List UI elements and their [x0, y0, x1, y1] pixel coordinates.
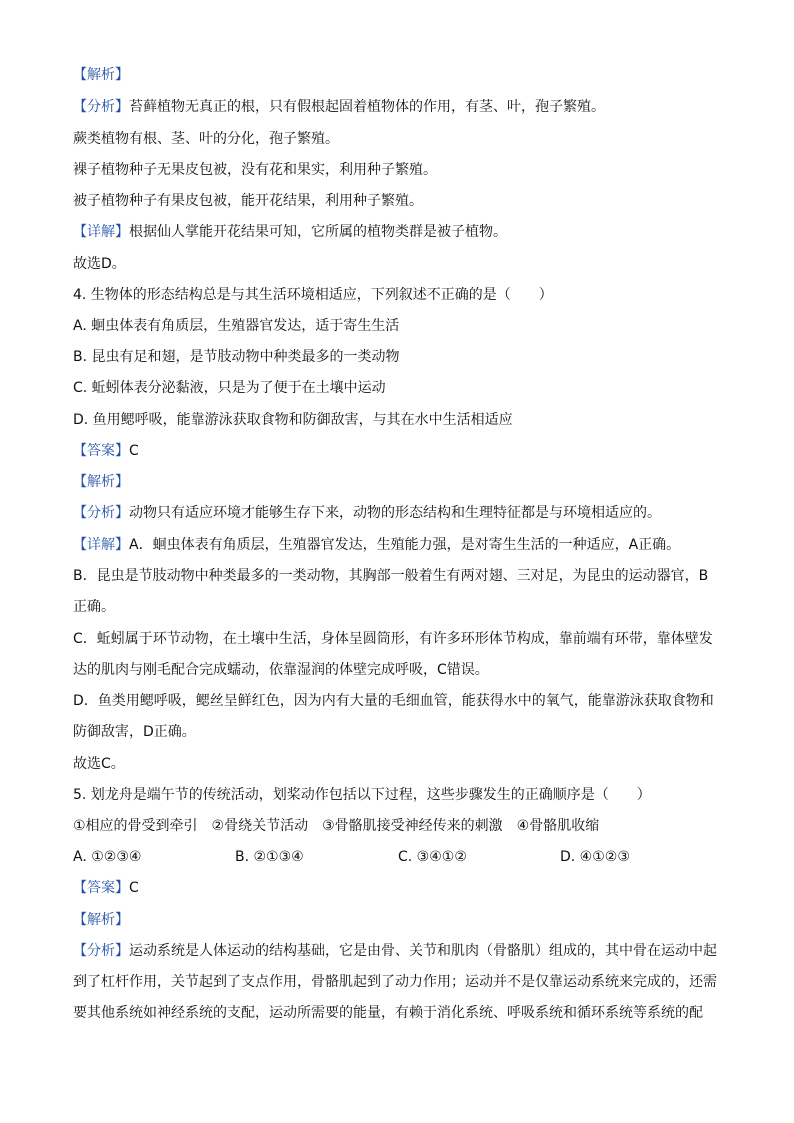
text-line: 达的肌肉与刚毛配合完成蠕动，依靠湿润的体壁完成呼吸，C错误。: [73, 662, 489, 678]
conclusion-2: 故选C。: [73, 756, 125, 772]
q4-fenxi: 【分析】动物只有适应环境才能够生存下来，动物的形态结构和生理特征都是与环境相适应的。: [73, 505, 661, 521]
question-4-stem: 4. 生物体的形态结构总是与其生活环境相适应，下列叙述不正确的是（ ）: [73, 287, 553, 303]
q5-answer: 【答案】C: [73, 880, 139, 896]
q4-answer: 【答案】C: [73, 443, 139, 459]
fenxi-line-1: 【分析】苔藓植物无真正的根，只有假根起固着植物体的作用，有茎、叶，孢子繁殖。: [73, 99, 605, 115]
q4-xiangjie: 【详解】A．蛔虫体表有角质层，生殖器官发达，生殖能力强，是对寄生生活的一种适应，A正确。: [73, 537, 681, 553]
text-line: C．蚯蚓属于环节动物，在土壤中生活，身体呈圆筒形，有许多环形体节构成，靠前端有环带，靠体壁发: [73, 631, 713, 647]
text-line: 蕨类植物有根、茎、叶的分化，孢子繁殖。: [73, 131, 339, 147]
q5-option-b: B. ②①③④: [235, 849, 304, 865]
text-line: 裸子植物种子无果皮包被，没有花和果实，利用种子繁殖。: [73, 162, 437, 178]
text-line: D．鱼类用鳃呼吸，鳃丝呈鲜红色，因为内有大量的毛细血管，能获得水中的氧气，能靠游泳获取食物和: [73, 693, 714, 709]
xiangjie-line-1: 【详解】根据仙人掌能开花结果可知，它所属的植物类群是被子植物。: [73, 224, 507, 240]
q4-option-d: D. 鱼用鳃呼吸，能靠游泳获取食物和防御敌害，与其在水中生活相适应: [73, 412, 513, 428]
q4-option-b: B. 昆虫有足和翅，是节肢动物中种类最多的一类动物: [73, 349, 400, 365]
text-line: B．昆虫是节肢动物中种类最多的一类动物，其胸部一般着生有两对翅、三对足，为昆虫的运动器官，B: [73, 568, 709, 584]
q4-option-c: C. 蚯蚓体表分泌黏液，只是为了便于在土壤中运动: [73, 380, 386, 396]
text-line: 到了杠杆作用，关节起到了支点作用，骨骼肌起到了动力作用；运动并不是仅靠运动系统来完成的，还需: [73, 974, 717, 990]
text-line: 防御敌害，D正确。: [73, 724, 196, 740]
text-line: 正确。: [73, 599, 115, 615]
jiexi-heading-1: 【解析】: [73, 67, 129, 83]
jiexi-heading-2: 【解析】: [73, 474, 129, 490]
question-5-stem: 5. 划龙舟是端午节的传统活动，划桨动作包括以下过程，这些步骤发生的正确顺序是（ ）: [73, 787, 651, 803]
jiexi-heading-3: 【解析】: [73, 912, 129, 928]
q5-steps: ①相应的骨受到牵引 ②骨绕关节活动 ③骨骼肌接受神经传来的刺激 ④骨骼肌收缩: [73, 818, 600, 834]
text-line: 要其他系统如神经系统的支配，运动所需要的能量，有赖于消化系统、呼吸系统和循环系统等系统的配: [73, 1005, 703, 1021]
q5-option-d: D. ④①②③: [560, 849, 630, 865]
q5-fenxi: 【分析】运动系统是人体运动的结构基础，它是由骨、关节和肌肉（骨骼肌）组成的，其中骨在运动中起: [73, 943, 717, 959]
text-line: 被子植物种子有果皮包被，能开花结果，利用种子繁殖。: [73, 193, 423, 209]
q5-options: [73, 847, 630, 867]
q5-option-a: A. ①②③④: [73, 849, 142, 865]
q4-option-a: A. 蛔虫体表有角质层，生殖器官发达，适于寄生生活: [73, 318, 400, 334]
conclusion-1: 故选D。: [73, 256, 126, 272]
q5-option-c: C. ③④①②: [398, 849, 467, 865]
